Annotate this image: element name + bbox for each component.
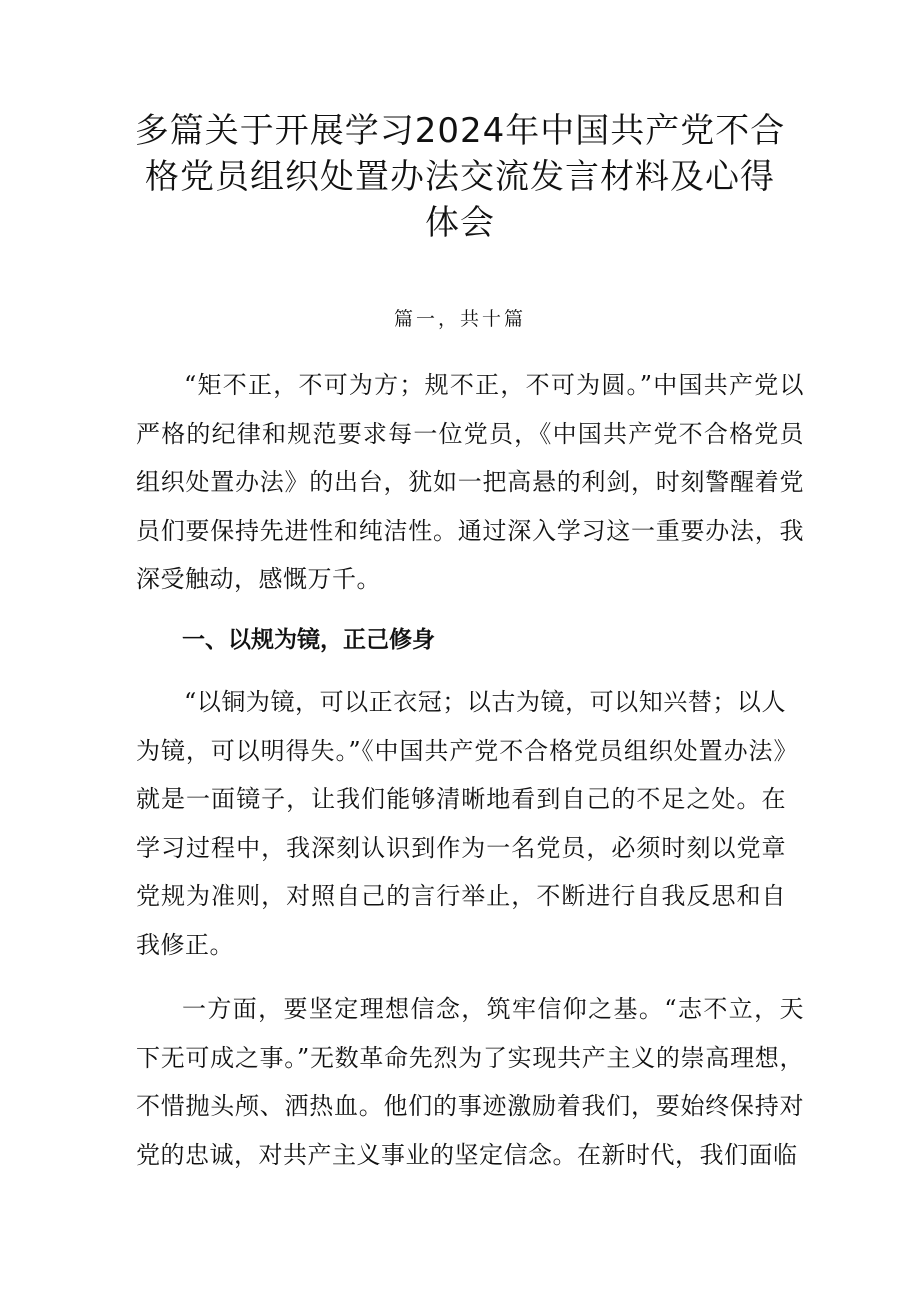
paragraph-mirror: “以铜为镜，可以正衣冠；以古为镜，可以知兴替；以人为镜，可以明得失。”《中国共产党不合格党员组织处置办法》就是一面镜子，让我们能够清晰地看到自己的不足之处。在学习过程中，我深刻认识到作为一名党员，必须时刻以党章党规为准则，对照自己的言行举止，不断进行自我反思和自我修正。 <box>136 688 786 959</box>
document-subtitle: 篇一，共十篇 <box>393 308 526 330</box>
document-title: 多篇关于开展学习2024年中国共产党不合格党员组织处置办法交流发言材料及心得体会 <box>134 111 786 243</box>
section-heading: 一、以规为镜，正己修身 <box>182 627 435 653</box>
paragraph-intro: “矩不正，不可为方；规不正，不可为圆。”中国共产党以严格的纪律和规范要求每一位党员，《中国共产党不合格党员组织处置办法》的出台，犹如一把高悬的利剑，时刻警醒着党员们要保持先进性和纯洁性。通过深入学习这一重要办法，我深受触动，感慨万千。 <box>136 371 804 593</box>
paragraph-ideals: 一方面，要坚定理想信念，筑牢信仰之基。“志不立，天下无可成之事。”无数革命先烈为了实现共产主义的崇高理想，不惜抛头颅、洒热血。他们的事迹激励着我们，要始终保持对党的忠诚，对共产主义事业的坚定信念。在新时代，我们面临 <box>136 995 804 1169</box>
